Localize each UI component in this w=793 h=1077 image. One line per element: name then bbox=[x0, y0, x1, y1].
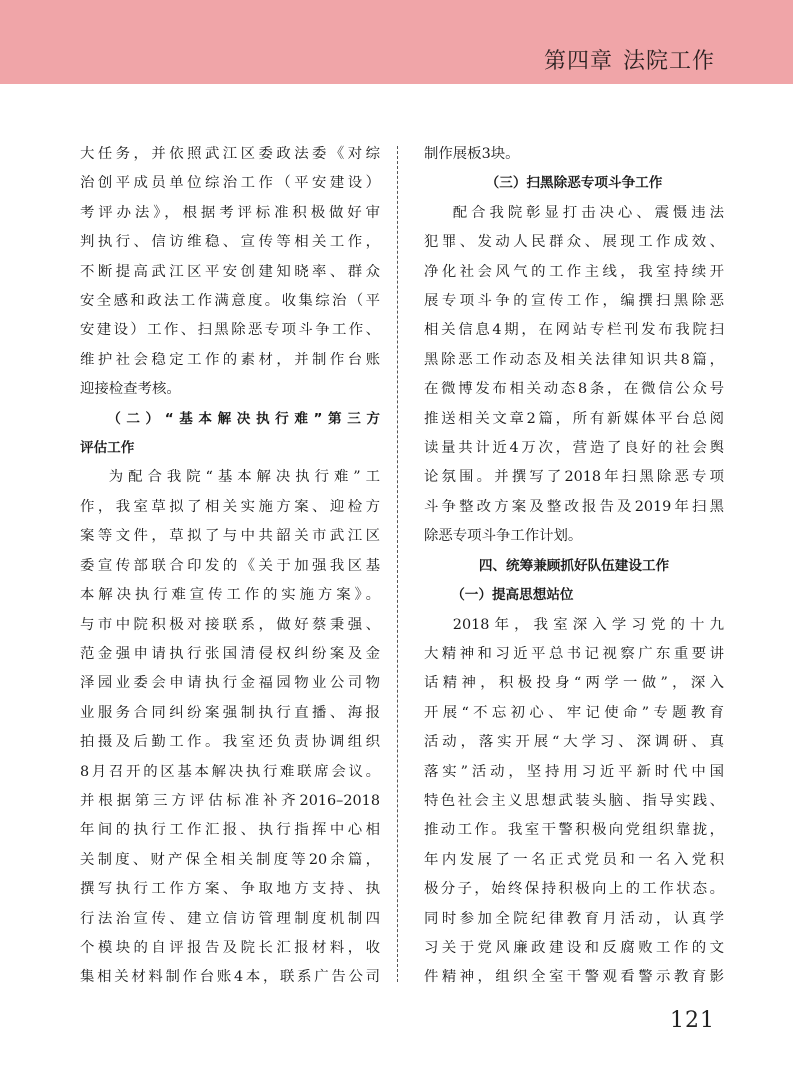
body-line: 习关于党风廉政建设和反腐败工作的文 bbox=[424, 939, 724, 956]
body-line: 开展“不忘初心、牢记使命”专题教育 bbox=[424, 704, 724, 721]
body-line: 不断提高武江区平安创建知晓率、群众 bbox=[80, 263, 380, 280]
right-text-column bbox=[424, 140, 724, 993]
body-line: 犯罪、发动人民群众、展现工作成效、 bbox=[424, 234, 724, 251]
left-text-column bbox=[80, 140, 380, 993]
body-line: 制作展板3块。 bbox=[424, 146, 520, 162]
body-line: 活动，落实开展“大学习、深调研、真 bbox=[424, 734, 724, 751]
body-line: 特色社会主义思想武装头脑、指导实践、 bbox=[424, 792, 724, 809]
body-line: 拍摄及后勤工作。我室还负责协调组织 bbox=[80, 734, 380, 751]
section-heading: 四、统筹兼顾抓好队伍建设工作 bbox=[478, 557, 670, 574]
body-line: 配合我院彰显打击决心、震慑违法 bbox=[452, 204, 724, 221]
body-line: 维护社会稳定工作的素材，并制作台账 bbox=[80, 351, 380, 368]
body-line: 作，我室草拟了相关实施方案、迎检方 bbox=[80, 498, 380, 515]
body-line: 大任务，并依照武江区委政法委《对综 bbox=[80, 146, 380, 162]
section-heading: 评估工作 bbox=[80, 440, 135, 457]
body-line: 论氛围。并撰写了2018年扫黑除恶专项 bbox=[424, 469, 724, 486]
body-line: 集相关材料制作台账4本，联系广告公司 bbox=[80, 969, 380, 986]
chapter-number: 第四章 bbox=[543, 49, 613, 74]
body-line: 展专项斗争的宣传工作，编撰扫黑除恶 bbox=[424, 293, 724, 310]
body-line: 落实”活动，坚持用习近平新时代中国 bbox=[424, 763, 724, 780]
body-line: 同时参加全院纪律教育月活动，认真学 bbox=[424, 910, 724, 927]
body-line: 2018年，我室深入学习党的十九 bbox=[452, 616, 724, 633]
chapter-title bbox=[544, 44, 715, 75]
body-line: 话精神，积极投身“两学一做”，深入 bbox=[424, 675, 724, 692]
page-number: 121 bbox=[670, 1008, 715, 1033]
body-line: 迎接检查考核。 bbox=[80, 381, 181, 398]
body-line: 安建设）工作、扫黑除恶专项斗争工作、 bbox=[80, 322, 380, 339]
body-line: 委宣传部联合印发的《关于加强我区基 bbox=[80, 557, 380, 574]
body-line: 在微博发布相关动态8条，在微信公众号 bbox=[424, 381, 724, 398]
body-line: 安全感和政法工作满意度。收集综治（平 bbox=[80, 293, 380, 310]
chapter-section: 法院工作 bbox=[622, 49, 715, 74]
body-line: 件精神，组织全室干警观看警示教育影 bbox=[424, 969, 724, 986]
body-line: 行法治宣传、建立信访管理制度机制四 bbox=[80, 910, 380, 927]
body-line: 案等文件，草拟了与中共韶关市武江区 bbox=[80, 528, 380, 545]
column-divider bbox=[397, 146, 398, 982]
body-line: 净化社会风气的工作主线，我室持续开 bbox=[424, 263, 724, 280]
body-line: 极分子，始终保持积极向上的工作状态。 bbox=[424, 881, 724, 898]
body-line: 黑除恶工作动态及相关法律知识共8篇， bbox=[424, 351, 724, 368]
body-line: 业服务合同纠纷案强制执行直播、海报 bbox=[80, 704, 380, 721]
body-line: 年内发展了一名正式党员和一名入党积 bbox=[424, 851, 724, 868]
body-line: 范金强申请执行张国清侵权纠纷案及金 bbox=[80, 645, 380, 662]
body-line: 年间的执行工作汇报、执行指挥中心相 bbox=[80, 822, 380, 839]
body-line: 推送相关文章2篇，所有新媒体平台总阅 bbox=[424, 410, 724, 427]
body-line: 除恶专项斗争工作计划。 bbox=[424, 528, 583, 545]
body-line: 撰写执行工作方案、争取地方支持、执 bbox=[80, 881, 380, 898]
section-heading: （三）扫黑除恶专项斗争工作 bbox=[485, 175, 663, 192]
body-line: 推动工作。我室干警积极向党组织靠拢， bbox=[424, 822, 724, 839]
body-line: 判执行、信访维稳、宣传等相关工作， bbox=[80, 234, 380, 251]
body-line: 8月召开的区基本解决执行难联席会议。 bbox=[80, 763, 380, 780]
body-line: 大精神和习近平总书记视察广东重要讲 bbox=[424, 645, 724, 662]
body-line: 为配合我院“基本解决执行难”工 bbox=[108, 469, 380, 486]
body-line: 读量共计近4万次，营造了良好的社会舆 bbox=[424, 440, 724, 457]
body-line: 个模块的自评报告及院长汇报材料，收 bbox=[80, 939, 380, 956]
body-line: 考评办法》，根据考评标准积极做好审 bbox=[80, 204, 380, 221]
body-line: 与市中院积极对接联系，做好蔡秉强、 bbox=[80, 616, 380, 633]
section-heading: （一）提高思想站位 bbox=[451, 587, 574, 604]
body-line: 本解决执行难宣传工作的实施方案》。 bbox=[80, 587, 380, 604]
body-line: 斗争整改方案及整改报告及2019年扫黑 bbox=[424, 498, 724, 515]
body-line: 泽园业委会申请执行金福园物业公司物 bbox=[80, 675, 380, 692]
body-line: 关制度、财产保全相关制度等20余篇， bbox=[80, 851, 380, 868]
body-line: 并根据第三方评估标准补齐2016–2018 bbox=[80, 792, 380, 809]
body-line: 治创平成员单位综治工作（平安建设） bbox=[80, 175, 380, 192]
section-heading: （二）“基本解决执行难”第三方 bbox=[107, 410, 380, 427]
body-line: 相关信息4期，在网站专栏刊发布我院扫 bbox=[424, 322, 724, 339]
